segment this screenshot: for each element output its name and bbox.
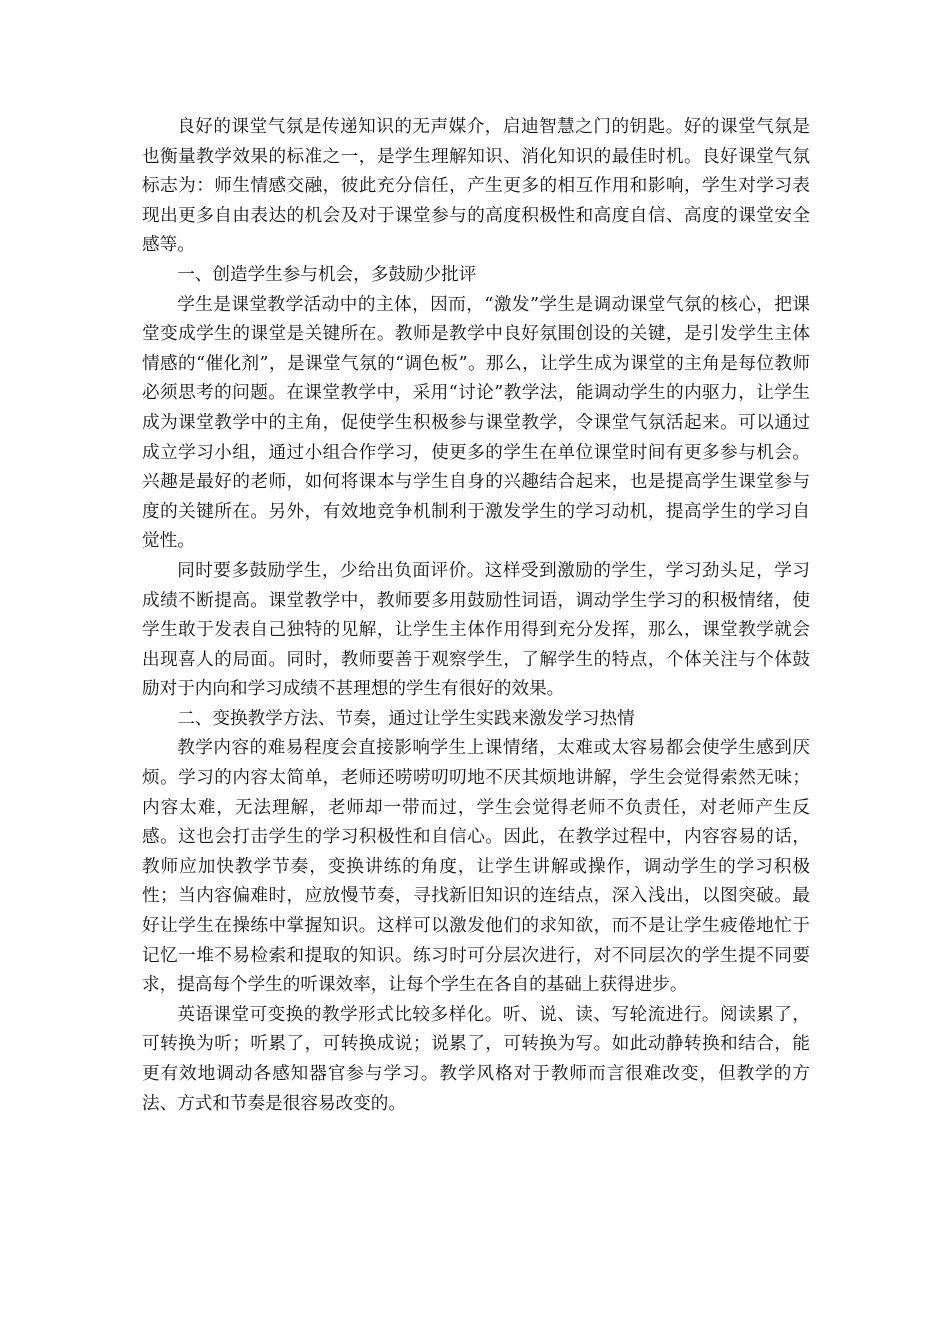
document-body: [142, 113, 810, 1119]
body-paragraph: 英语课堂可变换的教学形式比较多样化。听、说、读、写轮流进行。阅读累了，可转换为听；听累了，可转换成说；说累了，可转换为写。如此动静转换和结合，能更有效地调动各感知器官参与学习。教学风格对于教师而言很难改变，但教学的方法、方式和节奏是很容易改变的。: [142, 1004, 810, 1114]
section-heading-1: 一、创造学生参与机会，多鼓励少批评: [177, 264, 477, 285]
body-paragraph: 学生是课堂教学活动中的主体，因而，“激发”学生是调动课堂气氛的核心，把课堂变成学生的课堂是关键所在。教师是教学中良好氛围创设的关键，是引发学生主体情感的“催化剂”，是课堂气氛的“调色板”。那么，让学生成为课堂的主角是每位教师必须思考的问题。在课堂教学中，采用“讨论”教学法，能调动学生的内驱力，让学生成为课堂教学中的主角，促使学生积极参与课堂教学，令课堂气氛活起来。可以通过成立学习小组，通过小组合作学习，使更多的学生在单位课堂时间有更多参与机会。兴趣是最好的老师，如何将课本与学生自身的兴趣结合起来，也是提高学生课堂参与度的关键所在。另外，有效地竞争机制利于激发学生的学习动机，提高学生的学习自觉性。: [142, 294, 810, 552]
section-heading-2: 二、变换教学方法、节奏，通过让学生实践来激发学习热情: [177, 708, 635, 729]
intro-paragraph: 良好的课堂气氛是传递知识的无声媒介，启迪智慧之门的钥匙。好的课堂气氛是也衡量教学效果的标准之一，是学生理解知识、消化知识的最佳时机。良好课堂气氛标志为：师生情感交融，彼此充分信任，产生更多的相互作用和影响，学生对学习表现出更多自由表达的机会及对于课堂参与的高度积极性和高度自信、高度的课堂安全感等。: [142, 117, 810, 256]
body-paragraph: 同时要多鼓励学生，少给出负面评价。这样受到激励的学生，学习劲头足，学习成绩不断提高。课堂教学中，教师要多用鼓励性词语，调动学生学习的积极情绪，使学生敢于发表自己独特的见解，让学生主体作用得到充分发挥，那么，课堂教学就会出现喜人的局面。同时，教师要善于观察学生，了解学生的特点，个体关注与个体鼓励对于内向和学习成绩不甚理想的学生有很好的效果。: [142, 560, 810, 700]
body-paragraph: 教学内容的难易程度会直接影响学生上课情绪，太难或太容易都会使学生感到厌烦。学习的内容太简单，老师还唠唠叨叨地不厌其烦地讲解，学生会觉得索然无味；内容太难，无法理解，老师却一带而过，学生会觉得老师不负责任，对老师产生反感。这也会打击学生的学习积极性和自信心。因此，在教学过程中，内容容易的话，教师应加快教学节奏，变换讲练的角度，让学生讲解或操作，调动学生的学习积极性；当内容偏难时，应放慢节奏，寻找新旧知识的连结点，深入浅出，以图突破。最好让学生在操练中掌握知识。这样可以激发他们的求知欲，而不是让学生疲倦地忙于记忆一堆不易检索和提取的知识。练习时可分层次进行，对不同层次的学生提不同要求，提高每个学生的听课效率，让每个学生在各自的基础上获得进步。: [142, 738, 810, 996]
